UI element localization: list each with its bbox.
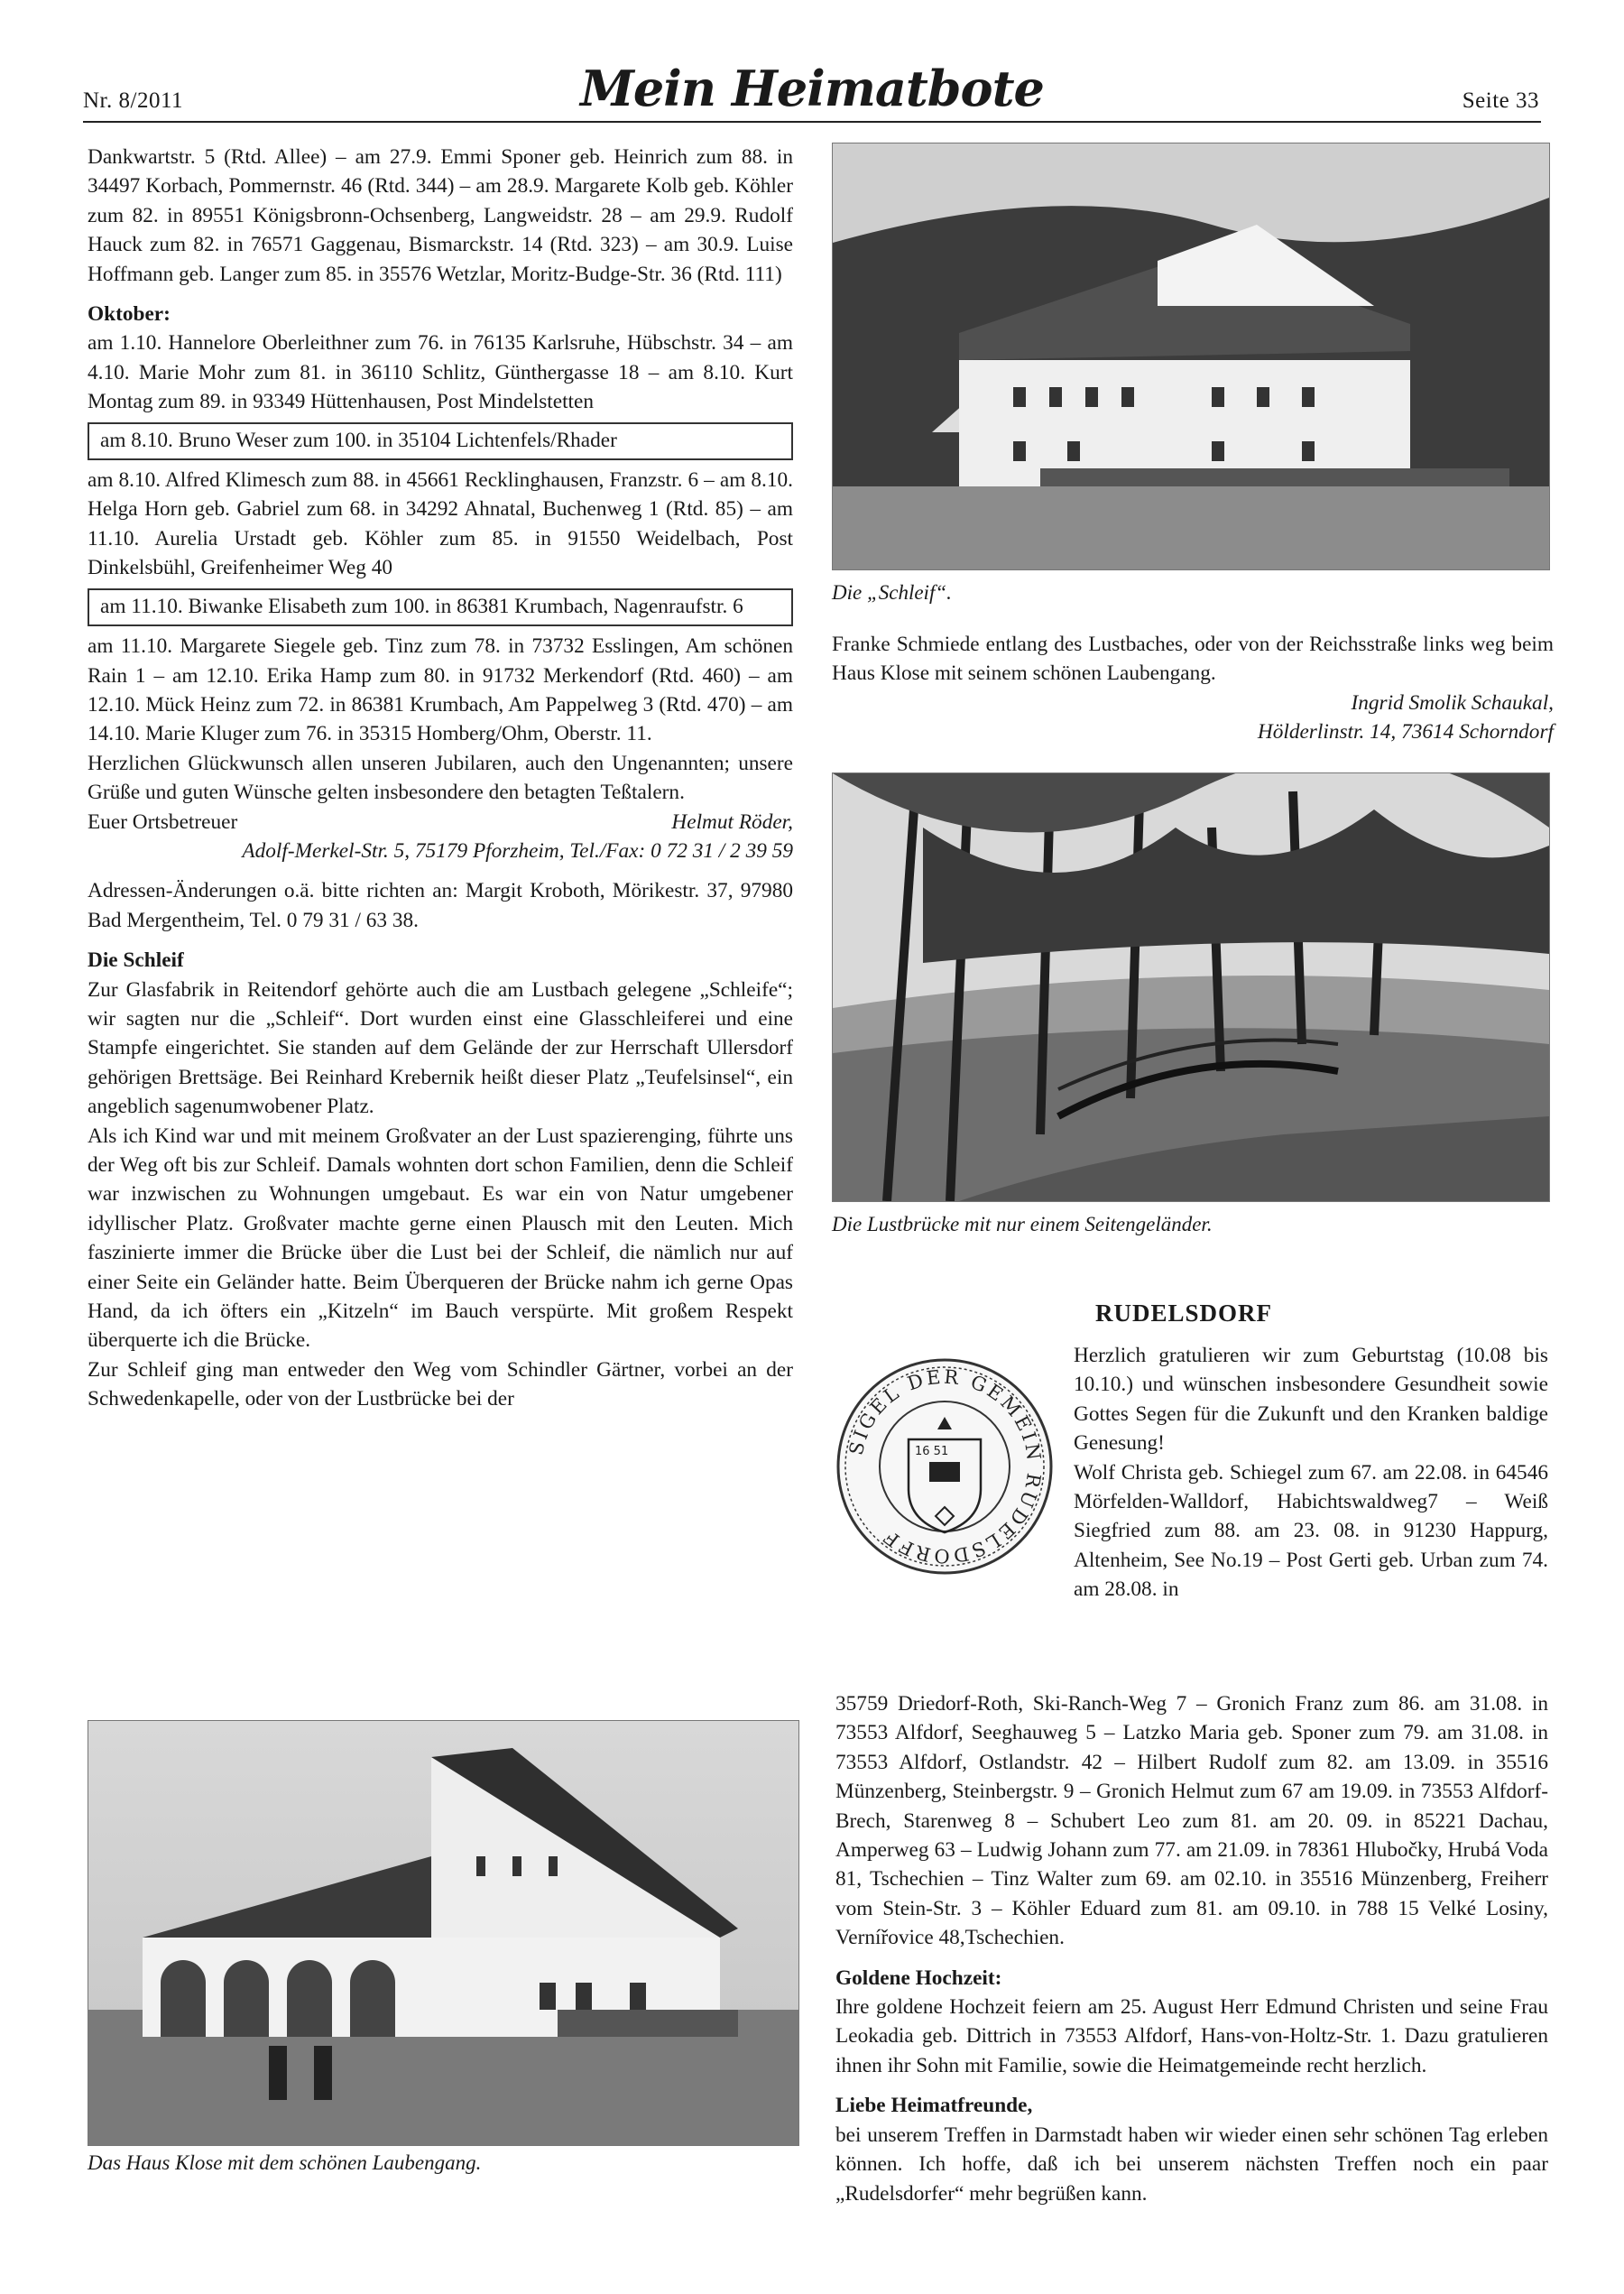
- liebe-heimatfreunde-text: bei unserem Treffen in Darmstadt haben wir wieder einen sehr schönen Tag erleben können. Ich hoffe, daß ich bei unserem nächsten Treffen noch ein paar „Rudelsdorfer“ mehr begrüßen kann.: [835, 2123, 1548, 2206]
- congratulations-text: Herzlichen Glückwunsch allen unseren Jubilaren, auch den Ungenannten; unsere Grüße und guten Wünsche gelten insbesondere den betagten Teßtalern.: [88, 751, 793, 805]
- masthead-title: Mein Heimatbote: [580, 60, 1044, 117]
- signature-name: Helmut Röder,: [671, 809, 793, 834]
- goldene-hochzeit-text: Ihre goldene Hochzeit feiern am 25. August Herr Edmund Christen und seine Frau Leokadia geb. Dittrich in 73553 Alfdorf, Hans-von-Holtz-Str. 1. Dazu gratulieren ihnen ihr Sohn mit Familie, sowie die Heimatgemeinde recht herzlich.: [835, 1995, 1548, 2077]
- author-address: Hölderlinstr. 14, 73614 Schorndorf: [1257, 720, 1554, 745]
- rudelsdorf-intro: [1074, 1341, 1548, 1605]
- author-name: Ingrid Smolik Schaukal,: [1351, 690, 1554, 715]
- oktober-heading: Oktober:: [88, 302, 171, 327]
- rudelsdorf-heading: RUDELSDORF: [1095, 1300, 1273, 1327]
- rudelsdorf-list-1: Wolf Christa geb. Schiegel zum 67. am 22.08. in 64546 Mörfelden-Walldorf, Habichtswaldweg7 – Weiß Siegfried zum 88. am 23. 08. in 91230 Happurg, Altenheim, See No.19 – Post Gerti geb. Urban zum 74. am 28.08. in: [1074, 1460, 1548, 1602]
- right-bottom-column: [835, 1689, 1548, 2208]
- schleif-para-3: Zur Schleif ging man entweder den Weg vom Schindler Gärtner, vorbei an der Schwedenkapelle, oder von der Lustbrücke bei der: [88, 1357, 793, 1411]
- rudelsdorf-list-2: 35759 Driedorf-Roth, Ski-Ranch-Weg 7 – Gronich Franz zum 86. am 31.08. in 73553 Alfdorf, Seeghauweg 5 – Latzko Maria geb. Sponer zum 79. am 31.08. in 73553 Alfdorf, Ostlandstr. 42 – Hilbert Rudolf zum 82. am 13.09. in 35516 Münzenberg, Steinbergstr. 9 – Gronich Helmut zum 67 am 19.09. in 73553 Alfdorf-Brech, Starenweg 8 – Schubert Leo zum 81. am 20. 09. in 85221 Dachau, Amperweg 63 – Ludwig Johann zum 77. am 21.09. in 78361 Hlubočky, Hrubá Voda 81, Tschechien – Tinz Walter zum 69. am 02.10. in 35516 Münzenberg, Freiherr vom Stein-Str. 3 – Köhler Eduard zum 81. am 09.10. in 788 15 Velké Losiny, Vernířovice 48,Tschechien.: [835, 1692, 1548, 1950]
- birthday-list-sept: Dankwartstr. 5 (Rtd. Allee) – am 27.9. Emmi Sponer geb. Heinrich zum 88. in 34497 Korbach, Pommernstr. 46 (Rtd. 344) – am 28.9. Margarete Kolb geb. Köhler zum 82. in 89551 Königsbronn-Ochsenberg, Langweidstr. 28 – am 29.9. Rudolf Hauck zum 82. in 76571 Gaggenau, Bismarckstr. 14 (Rtd. 323) – am 30.9. Luise Hoffmann geb. Langer zum 85. in 35576 Wetzlar, Moritz-Budge-Str. 36 (Rtd. 111): [88, 145, 793, 286]
- left-column: [88, 143, 793, 1414]
- issue-number: Nr. 8/2011: [83, 88, 184, 113]
- seal-year: 16 51: [915, 1445, 949, 1458]
- schleif-para-1: Zur Glasfabrik in Reitendorf gehörte auch die am Lustbach gelegene „Schleife“; wir sagten nur die „Schleif“. Dort wurden einst eine Glasschleiferei und eine Stampfe eingerichtet. Sie standen auf dem Gelände der zur Herrschaft Ullersdorf gehörigen Brettsäge. Bei Reinhard Krebernik heißt dieser Platz „Teufelsinsel“, ein angeblich sagenumwobener Platz.: [88, 977, 793, 1119]
- schleif-para-2: Als ich Kind war und mit meinem Großvater an der Lust spazierenging, führte uns der Weg oft bis zur Schleif. Damals wohnten dort schon Familien, denn die Schleif war inzwischen zu Wohnungen umgebaut. Es war ein von Natur umgebener idyllischer Platz. Großvater machte gerne einen Plausch mit den Leuten. Mich faszinierte immer die Brücke über die Lust bei der Schleif, die nämlich nur auf einer Seite ein Geländer hatte. Beim Überqueren der Brücke nahm ich gerne Opas Hand, da ich öfters ein „Kitzeln“ im Bauch verspürte. Mit großem Respekt überquerte ich die Brücke.: [88, 1124, 793, 1353]
- caption-haus-klose: Das Haus Klose mit dem schönen Laubengang.: [88, 2151, 482, 2174]
- seal-inscription: SIGEL DER GEMEIN RUDELSDORFF: [844, 1365, 1046, 1568]
- header-rule: [83, 121, 1541, 123]
- birthday-list-oct-1: am 1.10. Hannelore Oberleithner zum 76. in 76135 Karlsruhe, Hübschstr. 34 – am 4.10. Marie Mohr zum 81. in 36110 Schlitz, Günthergasse 18 – am 8.10. Kurt Montag zum 89. in 93349 Hüttenhausen, Post Mindelstetten: [88, 331, 793, 414]
- caption-schleif: Die „Schleif“.: [832, 581, 952, 604]
- centenarian-box-1: am 8.10. Bruno Weser zum 100. in 35104 Lichtenfels/Rhader: [88, 422, 793, 460]
- signature-row: [88, 808, 793, 837]
- signature-address: Adolf-Merkel-Str. 5, 75179 Pforzheim, Tel./Fax: 0 72 31 / 2 39 59: [242, 838, 793, 863]
- goldene-hochzeit-heading: Goldene Hochzeit:: [835, 1966, 1002, 1990]
- liebe-heimatfreunde-heading: Liebe Heimatfreunde,: [835, 2094, 1033, 2118]
- photo-lustbruecke: [832, 772, 1550, 1202]
- rudelsdorf-greeting: Herzlich gratulieren wir zum Geburtstag (10.08 bis 10.10.) und wünschen insbesondere Gesundheit sowie Gottes Segen für die Zukunft und den Kranken baldige Genesung!: [1074, 1344, 1548, 1456]
- photo-schleif: [832, 143, 1550, 570]
- page-number: Seite 33: [1462, 88, 1539, 113]
- address-changes: Adressen-Änderungen o.ä. bitte richten an: Margit Kroboth, Mörikestr. 37, 97980 Bad Mergentheim, Tel. 0 79 31 / 63 38.: [88, 879, 793, 932]
- schleif-para-4: Franke Schmiede entlang des Lustbaches, oder von der Reichsstraße links weg beim Haus Klose mit seinem schönen Laubengang.: [832, 633, 1554, 686]
- signature-role: Euer Ortsbetreuer: [88, 809, 238, 834]
- birthday-list-oct-3: am 11.10. Margarete Siegele geb. Tinz zum 78. in 73732 Esslingen, Am schönen Rain 1 – am 12.10. Erika Hamp zum 80. in 91732 Merkendorf (Rtd. 460) – am 12.10. Mück Heinz zum 72. in 86381 Krumbach, Am Pappelweg 3 (Rtd. 470) – am 14.10. Marie Kluger zum 76. in 35315 Homberg/Ohm, Oberstr. 11.: [88, 634, 793, 746]
- schleif-heading: Die Schleif: [88, 948, 184, 973]
- caption-lustbruecke: Die Lustbrücke mit nur einem Seitengeländer.: [832, 1213, 1213, 1235]
- rudelsdorf-seal: [832, 1354, 1057, 1579]
- centenarian-box-2: am 11.10. Biwanke Elisabeth zum 100. in 86381 Krumbach, Nagenraufstr. 6: [88, 588, 793, 626]
- right-column-continuation: [832, 630, 1554, 747]
- photo-haus-klose: [88, 1720, 799, 2146]
- birthday-list-oct-2: am 8.10. Alfred Klimesch zum 88. in 45661 Recklinghausen, Franzstr. 6 – am 8.10. Helga Horn geb. Gabriel zum 68. in 34292 Ahnatal, Buchenweg 1 (Rtd. 85) – am 11.10. Aurelia Urstadt geb. Köhler zum 85. in 91550 Weidelbach, Post Dinkelsbühl, Greifenheimer Weg 40: [88, 468, 793, 580]
